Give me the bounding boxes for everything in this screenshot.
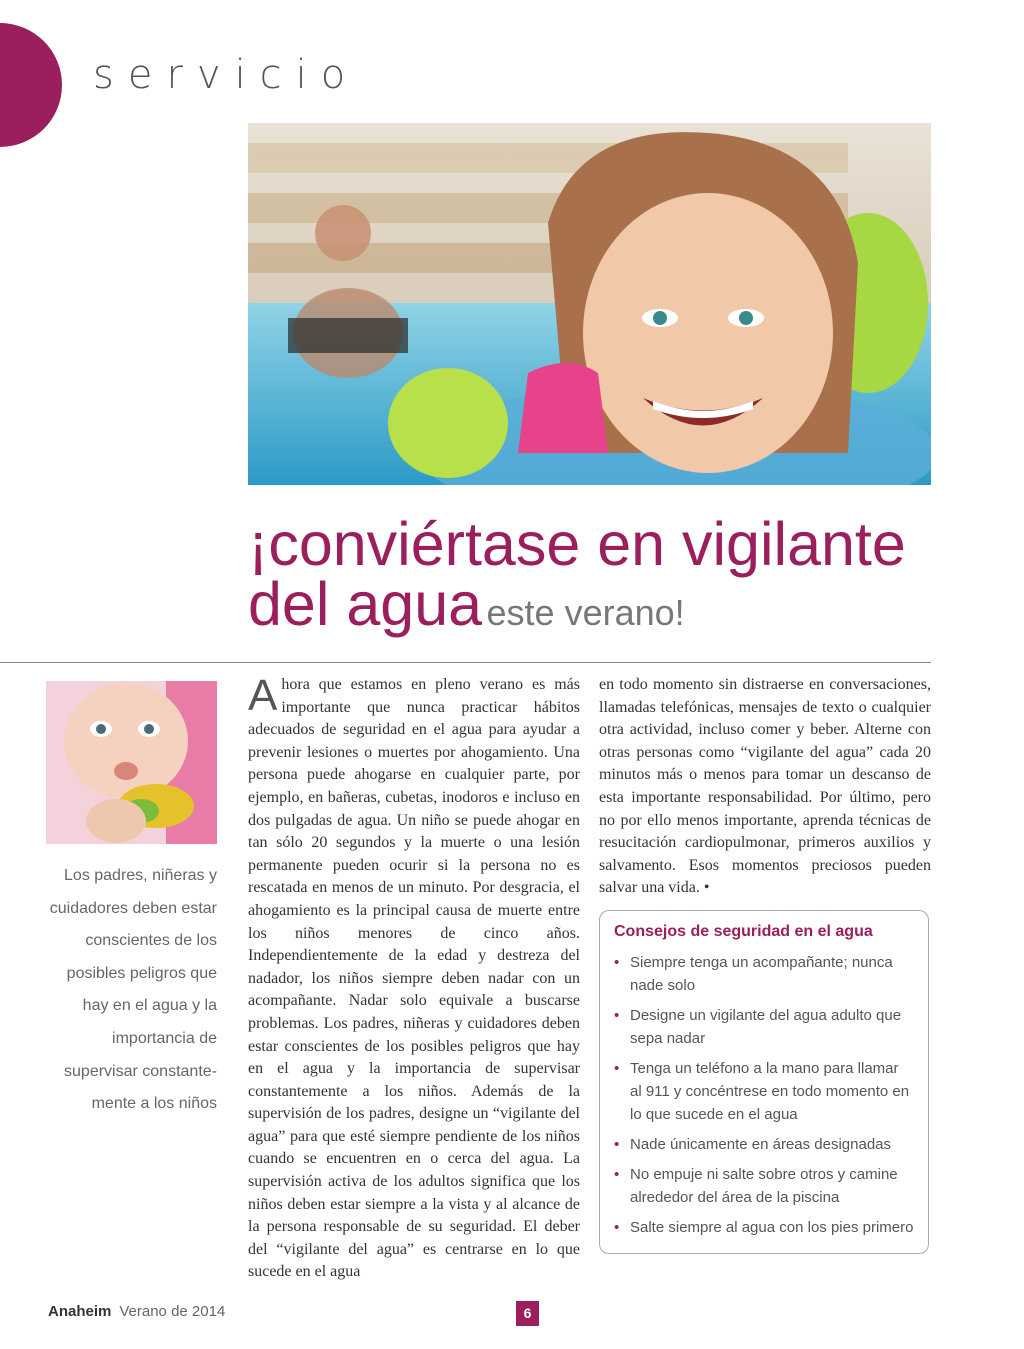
pull-quote: Los padres, niñeras y cuidadores deben estar conscientes de los posibles peligros que hay en el agua y la importancia de supervisar constante-mente a los niños <box>49 867 217 1113</box>
article-text-1: hora que estamos en pleno verano es más importante que nunca practicar hábitos adecuados de seguridad en el agua para ayudar a prevenir lesiones o muertes por ahogamiento. Una persona puede ahogarse en cualquier parte, por ejemplo, en bañeras, cubetas, inodoros e incluso en dos pulgadas de agua. Un niño se puede ahogar en tan sólo 20 segundos y la muerte o una lesión permanente pueden ocurir si la persona no es rescatada en menos de un minuto. Por desgracia, el ahogamiento es la principal causa de muerte entre los niños menores de cinco años. Independientemente de la edad y destreza del nadador, los niños siempre deben nadar con un acompañante. Nadar solo equivale a buscarse problemas. Los padres, niñeras y cuidadores deben estar conscientes de los posibles peligros que hay en el agua y la importancia de supervisar constantemente a los niños. Además de la supervisión de los padres, designe un “vigilante del agua” para que esté siempre pendiente de los niños cuando se encuentren en o cerca del agua. La supervisión activa de los adultos significa que los niños deben estar siempre a la vista y al alcance de la persona responsable de su seguridad. El deber del “vigilante del agua” es centrarse en lo que sucede en el agua <box>248 676 580 1281</box>
divider <box>0 662 931 663</box>
corner-decoration <box>0 23 62 147</box>
bullet-icon: • <box>614 1166 620 1183</box>
footer-brand: Anaheim <box>48 1303 112 1320</box>
title-main-part: del agua <box>248 570 483 638</box>
bullet-icon: • <box>614 1136 620 1153</box>
article-title-line1: ¡conviértase en vigilante <box>248 510 906 578</box>
bullet-icon: • <box>614 1060 620 1077</box>
tip-item: • Tenga un teléfono a la mano para llamar al 911 y concéntrese en todo momento en lo que sucede en el agua <box>614 1057 914 1126</box>
tip-item: • No empuje ni salte sobre otros y camine alrededor del área de la piscina <box>614 1163 914 1209</box>
bullet-icon: • <box>614 1007 620 1024</box>
tip-item: • Siempre tenga un acompañante; nunca nade solo <box>614 951 914 997</box>
page-number: 6 <box>516 1301 539 1326</box>
hero-photo <box>248 123 931 485</box>
article-column-2 <box>599 674 931 900</box>
footer <box>48 1303 225 1320</box>
title-sub-part: este verano! <box>486 592 685 633</box>
safety-tips-box <box>599 910 929 1254</box>
tip-item: • Salte siempre al agua con los pies primero <box>614 1216 914 1239</box>
footer-edition: Verano de 2014 <box>119 1303 226 1320</box>
tip-item: • Designe un vigilante del agua adulto que sepa nadar <box>614 1004 914 1050</box>
bullet-icon: • <box>614 1219 620 1236</box>
article-title-line2 <box>248 570 685 638</box>
article-column-1 <box>248 671 580 1284</box>
section-label: servicio <box>93 52 360 98</box>
baby-photo <box>46 681 217 844</box>
tips-title: Consejos de seguridad en el agua <box>614 923 873 940</box>
tip-item: • Nade únicamente en áreas designadas <box>614 1133 914 1156</box>
tips-list <box>614 951 914 1239</box>
bullet-icon: • <box>614 954 620 971</box>
drop-cap: A <box>248 671 278 720</box>
article-text-2: en todo momento sin distraerse en conversaciones, llamadas telefónicas, mensajes de texto o cualquier otra actividad, incluso comer y beber. Alterne con otras personas como “vigilante del agua” cada 20 minutos más o menos para tomar un descanso de esta importante responsabilidad. Por último, pero no por ello menos importante, aprenda técnicas de resucitación cardiopulmonar, primeros auxilios y salvamento. Esos momentos preciosos pueden salvar una vida. • <box>599 676 931 897</box>
